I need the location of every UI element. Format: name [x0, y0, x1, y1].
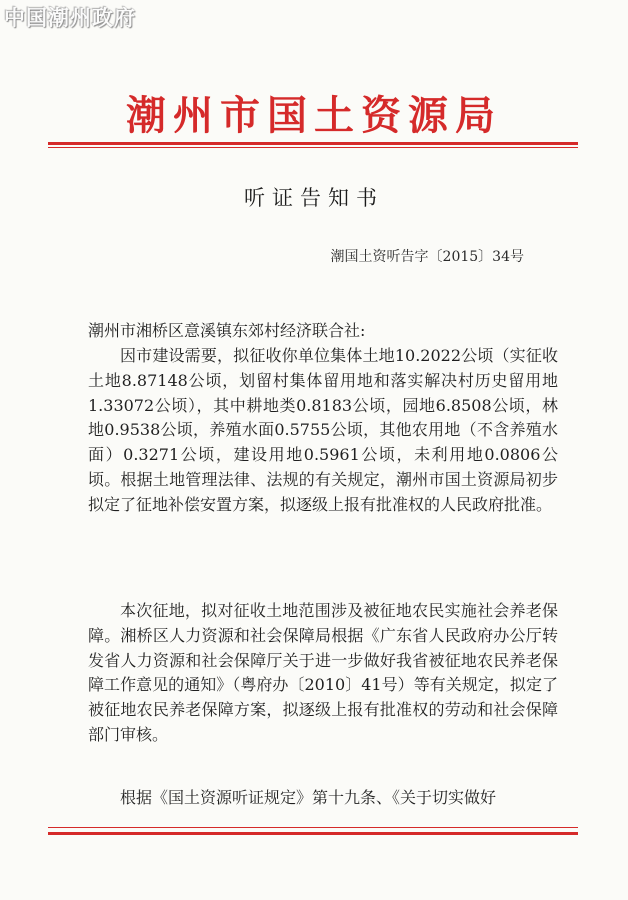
document-title: 听证告知书 [244, 186, 384, 210]
body-paragraph: 本次征地，拟对征收土地范围涉及被征地农民实施社会养老保障。湘桥区人力资源和社会保障局根据《广东省人民政府办公厅转发省人力资源和社会保障厅关于进一步做好我省被征地农民养老保障工作意见的通知》（粤府办〔2010〕41号）等有关规定，拟定了被征地农民养老保障方案，拟逐级上报有批准权的劳动和社会保障部门审核。 [88, 601, 558, 744]
letterhead-title: 潮州市国土资源局 [126, 93, 502, 139]
letterhead-rule-thin [48, 147, 578, 148]
document-number: 潮国土资听告字〔2015〕34号 [330, 249, 524, 265]
footer-rule-thick [48, 832, 578, 835]
body-paragraph: 因市建设需要，拟征收你单位集体土地10.2022公顷（实征收土地8.87148公顷，划留村集体留用地和落实解决村历史留用地1.33072公顷），其中耕地类0.8183公顷，园地6.8508公顷，林地0.9538公顷，养殖水面0.5755公顷，其他农用地（不含养殖水面）0.3271公顷，建设用地0.5961公顷，未利用地0.0806公顷。根据土地管理法律、法规的有关规定，潮州市国土资源局初步拟定了征地补偿安置方案，拟逐级上报有批准权的人民政府批准。 [88, 346, 558, 514]
addressee: 潮州市湘桥区意溪镇东郊村经济联合社: [88, 321, 366, 340]
body-paragraph: 根据《国土资源听证规定》第十九条、《关于切实做好 [120, 788, 497, 807]
letterhead-rule-thick [48, 142, 578, 145]
watermark: 中国潮州政府 [4, 5, 136, 30]
footer-rule-thin [48, 827, 578, 828]
